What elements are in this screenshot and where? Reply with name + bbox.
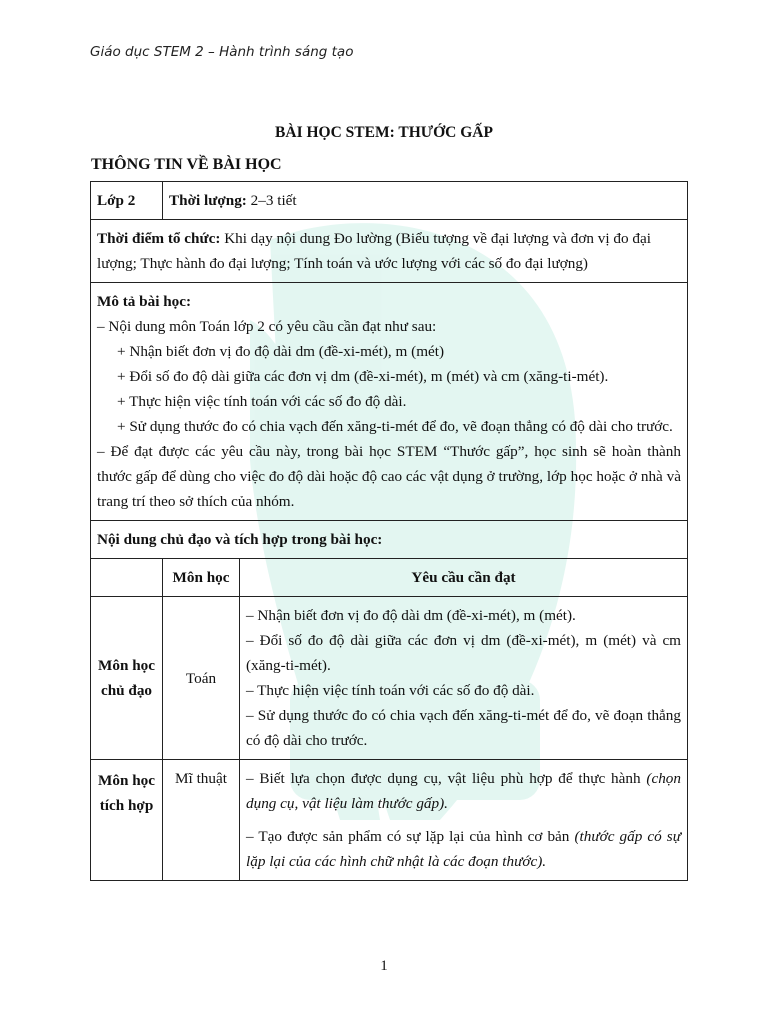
requirement-text: – Biết lựa chọn được dụng cụ, vật liệu phù hợp để thực hành <box>246 770 647 787</box>
integration-heading: Nội dung chủ đạo và tích hợp trong bài học: <box>91 521 688 559</box>
subject-column-header: Môn học <box>163 559 240 597</box>
lesson-info-table <box>90 181 688 881</box>
integrated-subject-label: Môn học tích hợp <box>91 760 163 881</box>
timing-label: Thời điểm tổ chức: <box>97 230 221 247</box>
integrated-subject-requirements <box>240 760 688 881</box>
description-cell <box>91 283 688 521</box>
integrated-subject-name: Mĩ thuật <box>163 760 240 881</box>
description-label: Mô tả bài học: <box>97 293 192 310</box>
main-subject-name: Toán <box>163 597 240 760</box>
requirement-line: – Đổi số đo độ dài giữa các đơn vị dm (đề-xi-mét), m (mét) và cm (xăng-ti-mét). <box>246 632 681 674</box>
requirement-line <box>246 824 681 874</box>
main-subject-row <box>91 597 688 760</box>
page-number: 1 <box>380 958 388 974</box>
requirement-italic: (chọn dụng cụ, vật liệu làm thước gấp). <box>246 770 681 812</box>
main-subject-label: Môn học chủ đạo <box>91 597 163 760</box>
timing-row <box>91 220 688 283</box>
integration-heading-row <box>91 521 688 559</box>
empty-header-cell <box>91 559 163 597</box>
page-title: BÀI HỌC STEM: THƯỚC GẤP <box>275 124 493 141</box>
requirement-line: – Thực hiện việc tính toán với các số đo độ dài. <box>246 682 535 699</box>
requirement-column-header: Yêu cầu cần đạt <box>240 559 688 597</box>
duration-value: 2–3 tiết <box>246 192 297 209</box>
requirement-line: – Nhận biết đơn vị đo độ dài dm (đề-xi-mét), m (mét). <box>246 607 576 624</box>
section-title: THÔNG TIN VỀ BÀI HỌC <box>91 156 282 173</box>
requirement-text: – Tạo được sản phẩm có sự lặp lại của hình cơ bản <box>246 828 575 845</box>
page-header: Giáo dục STEM 2 – Hành trình sáng tạo <box>90 44 354 60</box>
requirement-line: – Sử dụng thước đo có chia vạch đến xăng-ti-mét để đo, vẽ đoạn thẳng có độ dài cho trước. <box>246 707 681 749</box>
duration-cell <box>163 182 688 220</box>
description-row <box>91 283 688 521</box>
requirement-italic: (thước gấp có sự lặp lại của các hình chữ nhật là các đoạn thước). <box>246 828 681 870</box>
timing-cell <box>91 220 688 283</box>
requirement-line <box>246 766 681 816</box>
main-subject-requirements <box>240 597 688 760</box>
description-closing: – Để đạt được các yêu cầu này, trong bài học STEM “Thước gấp”, học sinh sẽ hoàn thành thước gấp để dùng cho việc đo độ dài hoặc độ cao các vật dụng ở trường, lớp học hoặc ở nhà và trang trí theo sở thích của nhóm. <box>97 443 681 510</box>
grade-cell: Lớp 2 <box>91 182 163 220</box>
timing-text: Khi dạy nội dung Đo lường (Biểu tượng về đại lượng và đơn vị đo đại lượng; Thực hành đo đại lượng; Tính toán và ước lượng với các số đo đại lượng) <box>97 230 651 272</box>
description-item: + Nhận biết đơn vị đo độ dài dm (đề-xi-mét), m (mét) <box>117 343 445 360</box>
grade-duration-row <box>91 182 688 220</box>
description-item: + Sử dụng thước đo có chia vạch đến xăng-ti-mét để đo, vẽ đoạn thẳng có độ dài cho trước. <box>117 418 673 435</box>
duration-label: Thời lượng: <box>169 192 247 209</box>
description-item: + Đổi số đo độ dài giữa các đơn vị dm (đề-xi-mét), m (mét) và cm (xăng-ti-mét). <box>117 368 609 385</box>
description-intro: – Nội dung môn Toán lớp 2 có yêu cầu cần đạt như sau: <box>97 318 437 335</box>
integration-header-row <box>91 559 688 597</box>
integrated-subject-row <box>91 760 688 881</box>
description-item: + Thực hiện việc tính toán với các số đo độ dài. <box>117 393 407 410</box>
